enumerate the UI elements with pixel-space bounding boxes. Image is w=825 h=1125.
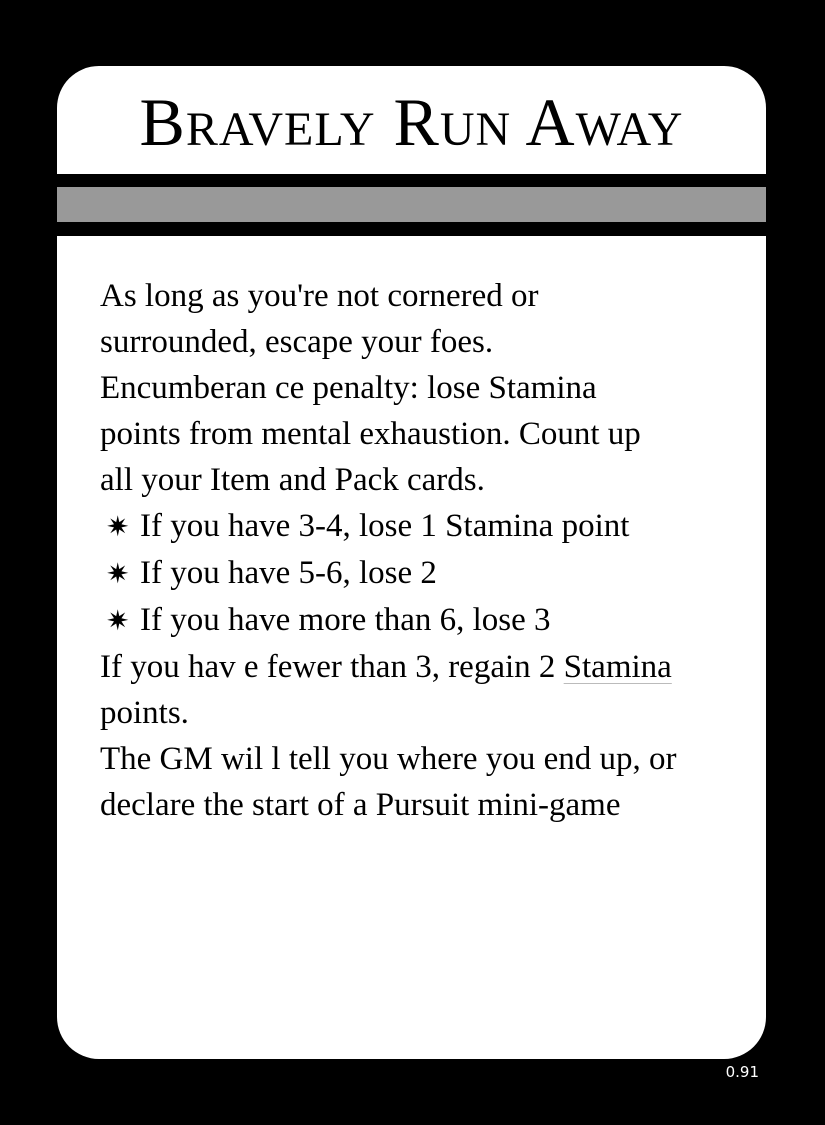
bullet-text: If you have 3-4, lose 1 Stamina point xyxy=(140,508,630,544)
gray-stripe xyxy=(57,187,766,222)
star-icon: ✷ xyxy=(106,604,130,637)
version-label: 0.91 xyxy=(725,1063,759,1081)
star-icon: ✷ xyxy=(106,557,130,590)
regain-text: If you hav e fewer than 3, regain 2 xyxy=(100,649,564,685)
bullet-item xyxy=(100,503,740,550)
bullet-text: If you have 5-6, lose 2 xyxy=(140,555,437,591)
bullet-item xyxy=(100,550,740,597)
regain-line xyxy=(100,644,740,690)
title-area xyxy=(57,66,766,174)
card xyxy=(57,66,766,1059)
bullet-text: If you have more than 6, lose 3 xyxy=(140,602,551,638)
gm-line: declare the start of a Pursuit mini-game xyxy=(100,787,621,823)
body-line: points from mental exhaustion. Count up xyxy=(100,416,641,452)
body-line: As long as you're not cornered or xyxy=(100,278,539,314)
regain-line-end: points. xyxy=(100,695,189,731)
body-line: all your Item and Pack cards. xyxy=(100,462,485,498)
bullet-item xyxy=(100,597,740,644)
body-line: surrounded, escape your foes. xyxy=(100,324,494,360)
card-title: Bravely Run Away xyxy=(139,84,684,160)
body-line: Encumberan ce penalty: lose Stamina xyxy=(100,370,597,406)
star-icon: ✷ xyxy=(106,510,130,543)
gm-line: The GM wil l tell you where you end up, or xyxy=(100,741,677,777)
divider-band xyxy=(57,174,766,236)
stamina-term: Stamina xyxy=(563,649,672,685)
card-body xyxy=(100,273,740,828)
